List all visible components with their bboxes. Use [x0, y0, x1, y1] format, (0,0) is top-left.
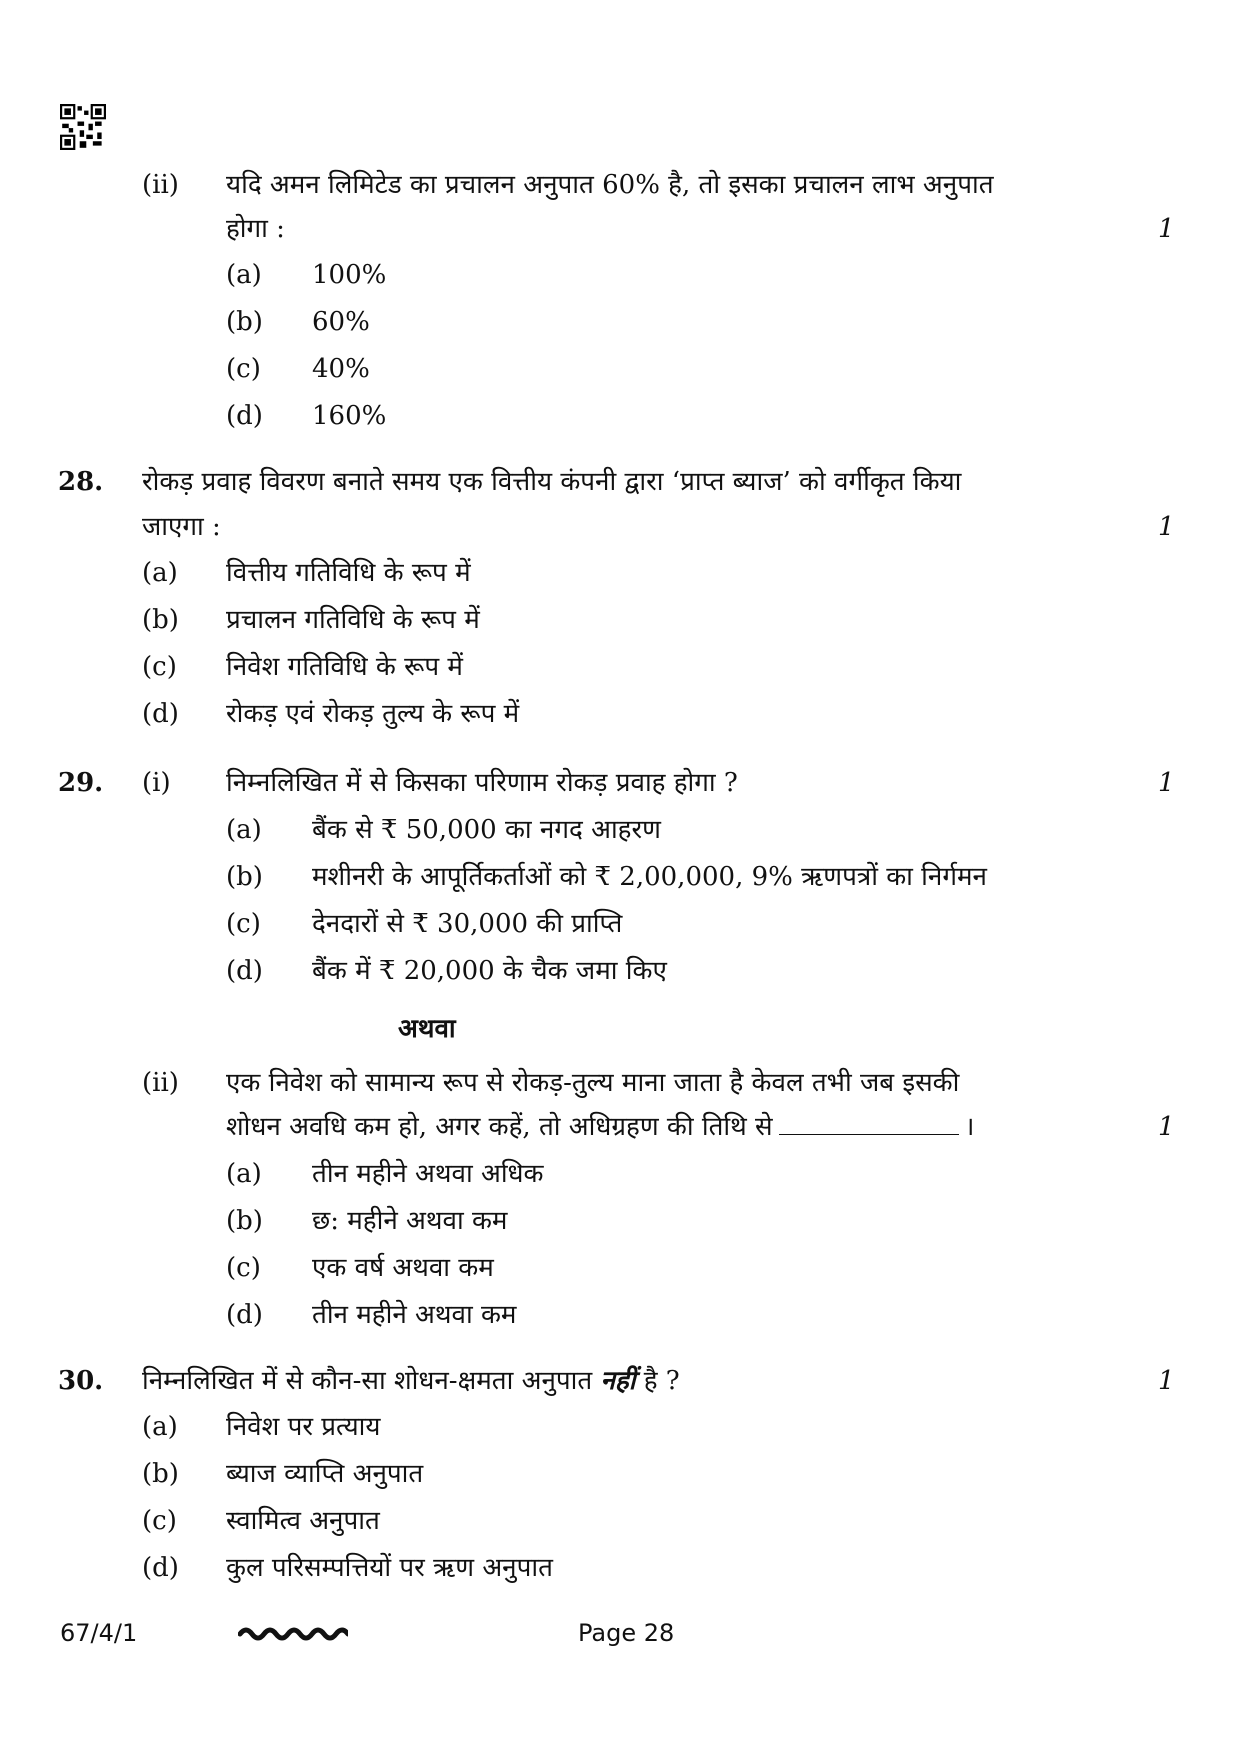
- q28-option-b-text: प्रचालन गतिविधि के रूप में: [226, 605, 480, 635]
- q29-ii-option-a-label: (a): [226, 1159, 262, 1189]
- q30-text-before: निम्नलिखित में से कौन-सा शोधन-क्षमता अनुपात: [142, 1366, 593, 1396]
- q27-part-ii-text-line2: होगा :: [226, 214, 285, 244]
- fill-in-blank: [779, 1110, 959, 1135]
- q29-i-option-a-label: (a): [226, 815, 262, 845]
- tilde-ornament-icon: [238, 1620, 348, 1644]
- q28-marks: 1: [1158, 512, 1175, 542]
- q29-ii-option-b-label: (b): [226, 1206, 263, 1236]
- q29-part-ii-line2-end: ।: [964, 1112, 975, 1142]
- q29-ii-option-d-label: (d): [226, 1300, 263, 1330]
- q30-option-d-label: (d): [142, 1553, 179, 1583]
- q27-option-a-text: 100%: [312, 260, 387, 290]
- q30-text-emphasis: नहीं: [600, 1366, 636, 1396]
- q29-ii-option-c-label: (c): [226, 1253, 261, 1283]
- q28-option-d-label: (d): [142, 699, 179, 729]
- question-number: 28.: [58, 467, 104, 497]
- q29-part-ii-text-line2: [226, 1110, 974, 1144]
- q27-option-c-text: 40%: [312, 354, 370, 384]
- q27-option-d-text: 160%: [312, 401, 387, 431]
- q28-option-a-text: वित्तीय गतिविधि के रूप में: [226, 558, 471, 588]
- q28-option-a-label: (a): [142, 558, 178, 588]
- q28-text-line2: जाएगा :: [142, 512, 221, 542]
- q30-option-a-text: निवेश पर प्रत्याय: [226, 1412, 381, 1442]
- q30-text: [142, 1364, 680, 1398]
- q27-option-b-text: 60%: [312, 307, 370, 337]
- q29-ii-option-b-text: छ: महीने अथवा कम: [312, 1206, 508, 1236]
- q28-option-b-label: (b): [142, 605, 179, 635]
- page-number: Page 28: [578, 1619, 675, 1647]
- q29-part-ii-label: (ii): [142, 1068, 179, 1098]
- q29-part-ii-line2-text: शोधन अवधि कम हो, अगर कहें, तो अधिग्रहण की तिथि से: [226, 1112, 773, 1142]
- q29-i-option-c-text: देनदारों से ₹ 30,000 की प्राप्ति: [312, 909, 623, 939]
- q29-i-option-a-text: बैंक से ₹ 50,000 का नगद आहरण: [312, 815, 661, 845]
- q28-option-c-label: (c): [142, 652, 177, 682]
- qr-code-icon: [60, 104, 106, 150]
- q29-i-option-d-text: बैंक में ₹ 20,000 के चैक जमा किए: [312, 956, 667, 986]
- q29-i-option-c-label: (c): [226, 909, 261, 939]
- q27-part-ii-marks: 1: [1158, 214, 1175, 244]
- q30-option-a-label: (a): [142, 1412, 178, 1442]
- q27-option-d-label: (d): [226, 401, 263, 431]
- q29-ii-option-c-text: एक वर्ष अथवा कम: [312, 1253, 494, 1283]
- q30-text-after: है ?: [643, 1366, 680, 1396]
- q30-option-b-label: (b): [142, 1459, 179, 1489]
- q30-marks: 1: [1158, 1366, 1175, 1396]
- paper-code: 67/4/1: [60, 1619, 138, 1647]
- q30-option-d-text: कुल परिसम्पत्तियों पर ऋण अनुपात: [226, 1553, 553, 1583]
- q27-part-ii-text-line1: यदि अमन लिमिटेड का प्रचालन अनुपात 60% है, तो इसका प्रचालन लाभ अनुपात: [226, 170, 994, 200]
- q28-option-c-text: निवेश गतिविधि के रूप में: [226, 652, 463, 682]
- q30-option-c-text: स्वामित्व अनुपात: [226, 1506, 380, 1536]
- q27-option-b-label: (b): [226, 307, 263, 337]
- q29-i-option-b-text: मशीनरी के आपूर्तिकर्ताओं को ₹ 2,00,000, 9% ऋणपत्रों का निर्गमन: [312, 862, 987, 892]
- q29-i-option-b-label: (b): [226, 862, 263, 892]
- q27-option-a-label: (a): [226, 260, 262, 290]
- q29-ii-option-d-text: तीन महीने अथवा कम: [312, 1300, 517, 1330]
- question-number: 30.: [58, 1366, 104, 1396]
- q27-part-ii-label: (ii): [142, 170, 179, 200]
- question-number: 29.: [58, 768, 104, 798]
- q28-option-d-text: रोकड़ एवं रोकड़ तुल्य के रूप में: [226, 699, 520, 729]
- q30-option-b-text: ब्याज व्याप्ति अनुपात: [226, 1459, 424, 1489]
- q29-part-i-marks: 1: [1158, 768, 1175, 798]
- q29-part-i-label: (i): [142, 768, 171, 798]
- q29-i-option-d-label: (d): [226, 956, 263, 986]
- q28-text-line1: रोकड़ प्रवाह विवरण बनाते समय एक वित्तीय कंपनी द्वारा ‘प्राप्त ब्याज’ को वर्गीकृत किया: [142, 467, 962, 497]
- q29-part-i-text: निम्नलिखित में से किसका परिणाम रोकड़ प्रवाह होगा ?: [226, 768, 738, 798]
- q30-option-c-label: (c): [142, 1506, 177, 1536]
- or-label: अथवा: [398, 1014, 456, 1044]
- q29-part-ii-marks: 1: [1158, 1112, 1175, 1142]
- q29-ii-option-a-text: तीन महीने अथवा अधिक: [312, 1159, 544, 1189]
- q29-part-ii-text-line1: एक निवेश को सामान्य रूप से रोकड़-तुल्य माना जाता है केवल तभी जब इसकी: [226, 1068, 960, 1098]
- q27-option-c-label: (c): [226, 354, 261, 384]
